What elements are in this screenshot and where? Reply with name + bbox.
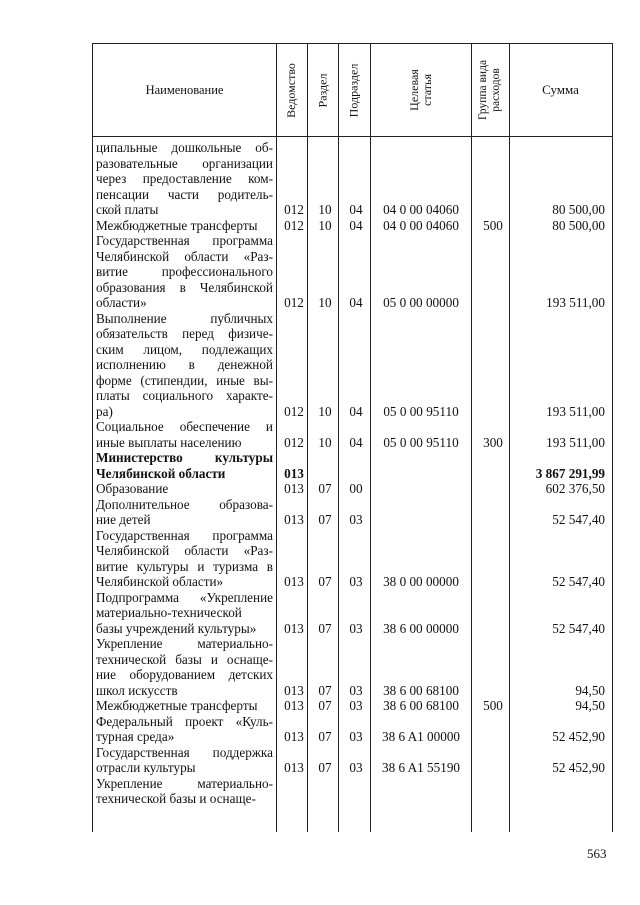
cell-podr: 03 [349, 512, 363, 527]
cell-razd: 10 [318, 403, 332, 419]
row-name [96, 450, 273, 481]
cell-sum: 602 376,50 [545, 481, 605, 496]
row-name-line: исполнению в денежной [96, 357, 273, 372]
row-name [96, 218, 273, 234]
cell-podr: 00 [349, 481, 363, 496]
table-row [93, 745, 612, 776]
cell-sum: 52 547,40 [552, 574, 605, 589]
cell-podr: 04 [349, 295, 363, 310]
cell-cel: 04 0 00 04060 [383, 217, 459, 233]
cell-sum: 80 500,00 [552, 202, 605, 217]
table-row [93, 636, 612, 698]
row-name-line: образования в Челябинской [96, 279, 273, 295]
row-name [96, 419, 273, 450]
header-summa: Сумма [542, 82, 579, 97]
row-name-line: Выполнение публичных [96, 310, 273, 326]
cell-podr: 04 [349, 434, 363, 450]
cell-podr: 04 [349, 403, 363, 419]
cell-ved: 012 [284, 434, 304, 450]
cell-grp: 300 [483, 434, 503, 450]
row-name-line: базы учреждений культуры» [96, 620, 257, 636]
row-name [96, 636, 273, 698]
row-name-line: технической базы и оснаще- [96, 791, 256, 806]
table-row [93, 311, 612, 420]
row-name-line: Челябинской области «Раз- [96, 248, 273, 264]
cell-razd: 07 [318, 760, 332, 775]
cell-sum: 3 867 291,99 [535, 465, 605, 481]
cell-sum: 80 500,00 [552, 217, 605, 233]
cell-cel: 05 0 00 95110 [383, 403, 459, 419]
row-name-line: Образование [96, 481, 169, 496]
cell-cel: 04 0 00 04060 [383, 202, 459, 217]
cell-podr: 03 [349, 729, 363, 744]
table-row [93, 218, 612, 234]
cell-grp: 500 [483, 217, 503, 233]
table-row [93, 528, 612, 590]
row-name-line: Государственная программа [96, 527, 273, 543]
row-name-line: Государственная программа [96, 233, 273, 248]
row-name-line: Дополнительное образова- [96, 496, 273, 512]
cell-cel: 05 0 00 95110 [383, 434, 459, 450]
row-name-line: материально-технической [96, 605, 242, 620]
cell-podr: 03 [349, 682, 363, 698]
cell-podr: 03 [349, 698, 363, 713]
row-name-line: Социальное обеспечение и [96, 419, 273, 434]
cell-podr: 03 [349, 760, 363, 775]
row-name-line: школ искусств [96, 682, 178, 698]
cell-ved: 013 [284, 481, 304, 496]
row-name-line: области» [96, 295, 147, 310]
row-name-line: платы социального характе- [96, 388, 273, 403]
row-name [96, 590, 273, 637]
cell-razd: 10 [318, 434, 332, 450]
row-name [96, 776, 273, 807]
row-name [96, 140, 273, 218]
cell-ved: 012 [284, 403, 304, 419]
table-row [93, 481, 612, 497]
cell-cel: 38 6 00 68100 [383, 682, 459, 698]
row-name-line: Укрепление материально- [96, 636, 273, 651]
row-name-line: витие профессионального [96, 264, 273, 279]
row-name-line: ра) [96, 403, 113, 419]
cell-ved: 013 [284, 620, 304, 636]
row-name-line: ским лицом, подлежащих [96, 341, 273, 357]
cell-razd: 07 [318, 481, 332, 496]
budget-table [92, 43, 613, 832]
table-row [93, 698, 612, 714]
cell-sum: 52 452,90 [552, 729, 605, 744]
cell-razd: 07 [318, 682, 332, 698]
cell-cel: 38 6 A1 00000 [381, 729, 461, 744]
cell-razd: 07 [318, 620, 332, 636]
row-name-line: ние детей [96, 512, 151, 527]
cell-razd: 07 [318, 512, 332, 527]
row-name-line: Межбюджетные трансферты [96, 217, 258, 233]
row-name-line: через предоставление ком- [96, 171, 273, 186]
row-name-line: иные выплаты населению [96, 434, 242, 450]
cell-sum: 94,50 [575, 698, 605, 713]
row-name-line: обязательств перед физиче- [96, 326, 273, 341]
header-tsel-line1: Целевая [406, 69, 421, 111]
row-name-line: ципальные дошкольные об- [96, 140, 273, 155]
cell-ved: 012 [284, 217, 304, 233]
row-name-line: разовательные организации [96, 155, 273, 171]
cell-sum: 52 452,90 [552, 760, 605, 775]
cell-ved: 012 [284, 202, 304, 217]
cell-razd: 07 [318, 698, 332, 713]
row-name-line: пенсации части родитель- [96, 186, 273, 202]
table-row [93, 233, 612, 311]
row-name [96, 528, 273, 590]
row-name-line: Челябинской области [96, 465, 226, 481]
cell-cel: 38 6 00 00000 [383, 620, 459, 636]
cell-ved: 013 [284, 574, 304, 589]
header-tsel-line2: статья [419, 74, 434, 106]
cell-cel: 38 0 00 00000 [383, 574, 459, 589]
cell-cel: 38 6 00 68100 [383, 698, 459, 713]
table-row [93, 776, 612, 807]
row-name [96, 233, 273, 311]
header-razdel: Раздел [315, 73, 330, 107]
cell-razd: 10 [318, 295, 332, 310]
row-name-line: ской платы [96, 202, 159, 217]
table-row [93, 450, 612, 481]
row-name [96, 481, 273, 497]
header-tselevaya [407, 69, 433, 111]
header-grp-line2: расходов [490, 68, 503, 112]
cell-grp: 500 [483, 698, 503, 713]
cell-sum: 52 547,40 [552, 620, 605, 636]
table-row [93, 140, 612, 218]
cell-razd: 10 [318, 202, 332, 217]
row-name-line: Государственная поддержка [96, 744, 273, 760]
row-name-line: ние оборудованием детских [96, 667, 273, 682]
cell-cel: 05 0 00 00000 [383, 295, 459, 310]
cell-podr: 03 [349, 620, 363, 636]
table-row [93, 590, 612, 637]
row-name-line: Челябинской области» [96, 574, 224, 589]
cell-razd: 07 [318, 574, 332, 589]
row-name [96, 745, 273, 776]
cell-cel: 38 6 A1 55190 [381, 760, 461, 775]
row-name [96, 311, 273, 420]
row-name [96, 698, 273, 714]
row-name-line: Министерство культуры [96, 450, 273, 465]
page-number: 563 [587, 846, 607, 861]
cell-podr: 04 [349, 217, 363, 233]
row-name-line: Челябинской области «Раз- [96, 543, 273, 558]
table-row [93, 497, 612, 528]
row-name-line: форме (стипендии, иные вы- [96, 372, 273, 388]
cell-sum: 193 511,00 [546, 295, 605, 310]
cell-ved: 013 [284, 698, 304, 713]
header-gruppa [477, 60, 503, 120]
cell-razd: 07 [318, 729, 332, 744]
row-name-line: Межбюджетные трансферты [96, 698, 258, 713]
cell-ved: 013 [284, 512, 304, 527]
cell-sum: 94,50 [575, 682, 605, 698]
row-name-line: турная среда» [96, 729, 175, 744]
cell-ved: 012 [284, 295, 304, 310]
row-name-line: технической базы и оснаще- [96, 651, 273, 667]
row-name-line: Подпрограмма «Укрепление [96, 589, 273, 605]
row-name-line: витие культуры и туризма в [96, 558, 273, 574]
table-header [93, 44, 612, 137]
header-ved: Ведомство [284, 62, 299, 118]
cell-ved: 013 [284, 760, 304, 775]
table-row [93, 419, 612, 450]
cell-podr: 03 [349, 574, 363, 589]
cell-podr: 04 [349, 202, 363, 217]
cell-razd: 10 [318, 217, 332, 233]
cell-sum: 193 511,00 [546, 403, 605, 419]
header-name: Наименование [145, 82, 224, 97]
cell-ved: 013 [284, 729, 304, 744]
row-name-line: Укрепление материально- [96, 775, 273, 791]
row-name [96, 497, 273, 528]
cell-ved: 013 [284, 465, 304, 481]
cell-sum: 193 511,00 [546, 434, 605, 450]
table-row [93, 714, 612, 745]
row-name-line: отрасли культуры [96, 760, 196, 775]
row-name-line: Федеральный проект «Куль- [96, 713, 273, 729]
row-name [96, 714, 273, 745]
header-grp-line1: Группа вида [477, 59, 490, 121]
cell-ved: 013 [284, 682, 304, 698]
header-podrazdel: Подраздел [346, 63, 361, 117]
cell-sum: 52 547,40 [552, 512, 605, 527]
